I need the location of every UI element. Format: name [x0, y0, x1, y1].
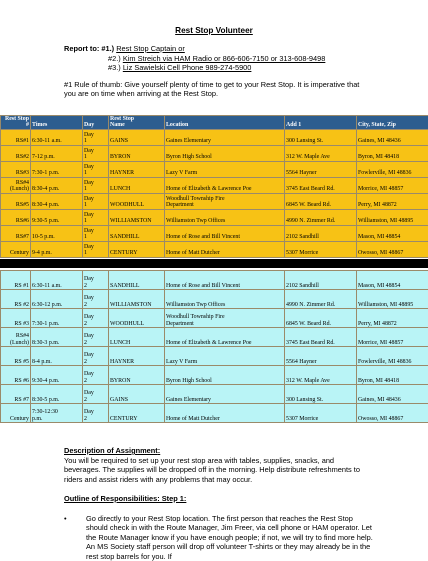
table-row: RS #1 6:30-11 a.m. Day 2 SANDHILL Home of Rose and Bill Vincent 2102 Sandhill Mason, MI 48854: [1, 271, 428, 290]
table-row: RS#2 7-12 p.m. Day 1 BYRON Byron High School 312 W. Maple Ave Byron, MI 48418: [1, 145, 428, 161]
table-row: RS#5 8:30-4 p.m. Day 1 WOODHULL Woodhull Township Fire Department 6845 W. Beard Rd. Perry, MI 48872: [1, 193, 428, 209]
report-line2-number: #2.): [108, 54, 121, 63]
table-row: RS#4 (Lunch) 8:30-3 p.m. Day 2 LUNCH Home of Elizabeth & Lawrence Poe 3745 East Beard Rd. Morrice, MI 48857: [1, 328, 428, 347]
day-separator-bar: [0, 259, 428, 268]
bullet-icon: •: [64, 514, 67, 523]
header-day: Day: [83, 116, 109, 130]
responsibility-text: Go directly to your Rest Stop location. The first person that reaches the Rest Stop should check in with the Route Manager, Jim Freer, via cell phone or HAM operator. Let the Route Manager know if you have enough people; if not, we will try to find more help. An MS Society staff person will drop off volunteer T-shirts or they may already be in the rest stop barrels for you. If: [86, 514, 374, 561]
table-row: Century 7:30-12:30 p.m. Day 2 CENTURY Home of Matt Dutcher 5307 Morrice Owosso, MI 48867: [1, 404, 428, 423]
table-row: RS #2 6:30-12 p.m. Day 2 WILLIAMSTON Williamston Twp Offices 4990 N. Zimmer Rd. Williamston, MI 48895: [1, 290, 428, 309]
description-heading: Description of Assignment:: [64, 446, 160, 455]
rule-of-thumb: #1 Rule of thumb: Give yourself plenty of time to get to your Rest Stop. It is imperative that you are on time when arriving at the Rest Stop.: [64, 80, 364, 99]
table-header-row: [1, 116, 428, 130]
header-address: Add 1: [285, 116, 357, 130]
table-row: Century 9-4 p.m. Day 1 CENTURY Home of Matt Dutcher 5307 Morrice Owosso, MI 48867: [1, 241, 428, 257]
table-row: RS#3 7:30-1 p.m. Day 1 HAYNER Lazy V Farm 5564 Hayner Fowlerville, MI 48836: [1, 161, 428, 177]
table-row: RS #5 8-4 p.m. Day 2 HAYNER Lazy V Farm 5564 Hayner Fowlerville, MI 48836: [1, 347, 428, 366]
report-to-label: Report to:: [64, 44, 99, 53]
table-row: RS #3 7:30-1 p.m. Day 2 WOODHULL Woodhull Township Fire Department 6845 W. Beard Rd. Perry, MI 48872: [1, 309, 428, 328]
header-times: Times: [31, 116, 83, 130]
day2-rest-stop-table: [0, 270, 428, 423]
report-line3-number: #3.): [108, 63, 121, 72]
responsibilities-heading: Outline of Responsibilities: Step 1:: [64, 494, 186, 503]
table-row: RS #7 8:30-5 p.m. Day 2 GAINS Gaines Elementary 300 Lansing St. Gaines, MI 48436: [1, 385, 428, 404]
report-line3-text: Liz Sawielski Cell Phone 989-274-5900: [123, 63, 252, 72]
header-rest-stop-name: Rest Stop Name: [109, 116, 165, 130]
description-text: You will be required to set up your rest stop area with tables, supplies, snacks, and beverages. The supplies will be dropped off in the morning. Help distribute refreshments to riders and assist riders with any problems that may occur.: [64, 456, 364, 484]
table-row: RS#4 (Lunch) 8:30-4 p.m. Day 1 LUNCH Home of Elizabeth & Lawrence Poe 3745 East Beard Rd. Morrice, MI 48857: [1, 177, 428, 193]
table-row: RS #6 9:30-4 p.m. Day 2 BYRON Byron High School 312 W. Maple Ave Byron, MI 48418: [1, 366, 428, 385]
document-title: Rest Stop Volunteer: [0, 26, 428, 35]
report-to-block: [64, 44, 325, 73]
table-row: RS#7 10-5 p.m. Day 1 SANDHILL Home of Rose and Bill Vincent 2102 Sandhill Mason, MI 48854: [1, 225, 428, 241]
report-line1-text: Rest Stop Captain or: [116, 44, 185, 53]
header-rest-stop-number: Rest Stop #: [1, 116, 31, 130]
report-line1-number: #1.): [101, 44, 114, 53]
report-line2-text: Kim Streich via HAM Radio or 866-606-7150 or 313-608-9498: [123, 54, 326, 63]
table-row: RS#1 6:30-11 a.m. Day 1 GAINS Gaines Elementary 300 Lansing St. Gaines, MI 48436: [1, 129, 428, 145]
header-city-state-zip: City, State, Zip: [357, 116, 428, 130]
header-location: Location: [165, 116, 285, 130]
table-row: RS#6 9:30-5 p.m. Day 1 WILLIAMSTON Williamston Twp Offices 4990 N. Zimmer Rd. Williamston, MI 48895: [1, 209, 428, 225]
day1-rest-stop-table: [0, 115, 428, 258]
